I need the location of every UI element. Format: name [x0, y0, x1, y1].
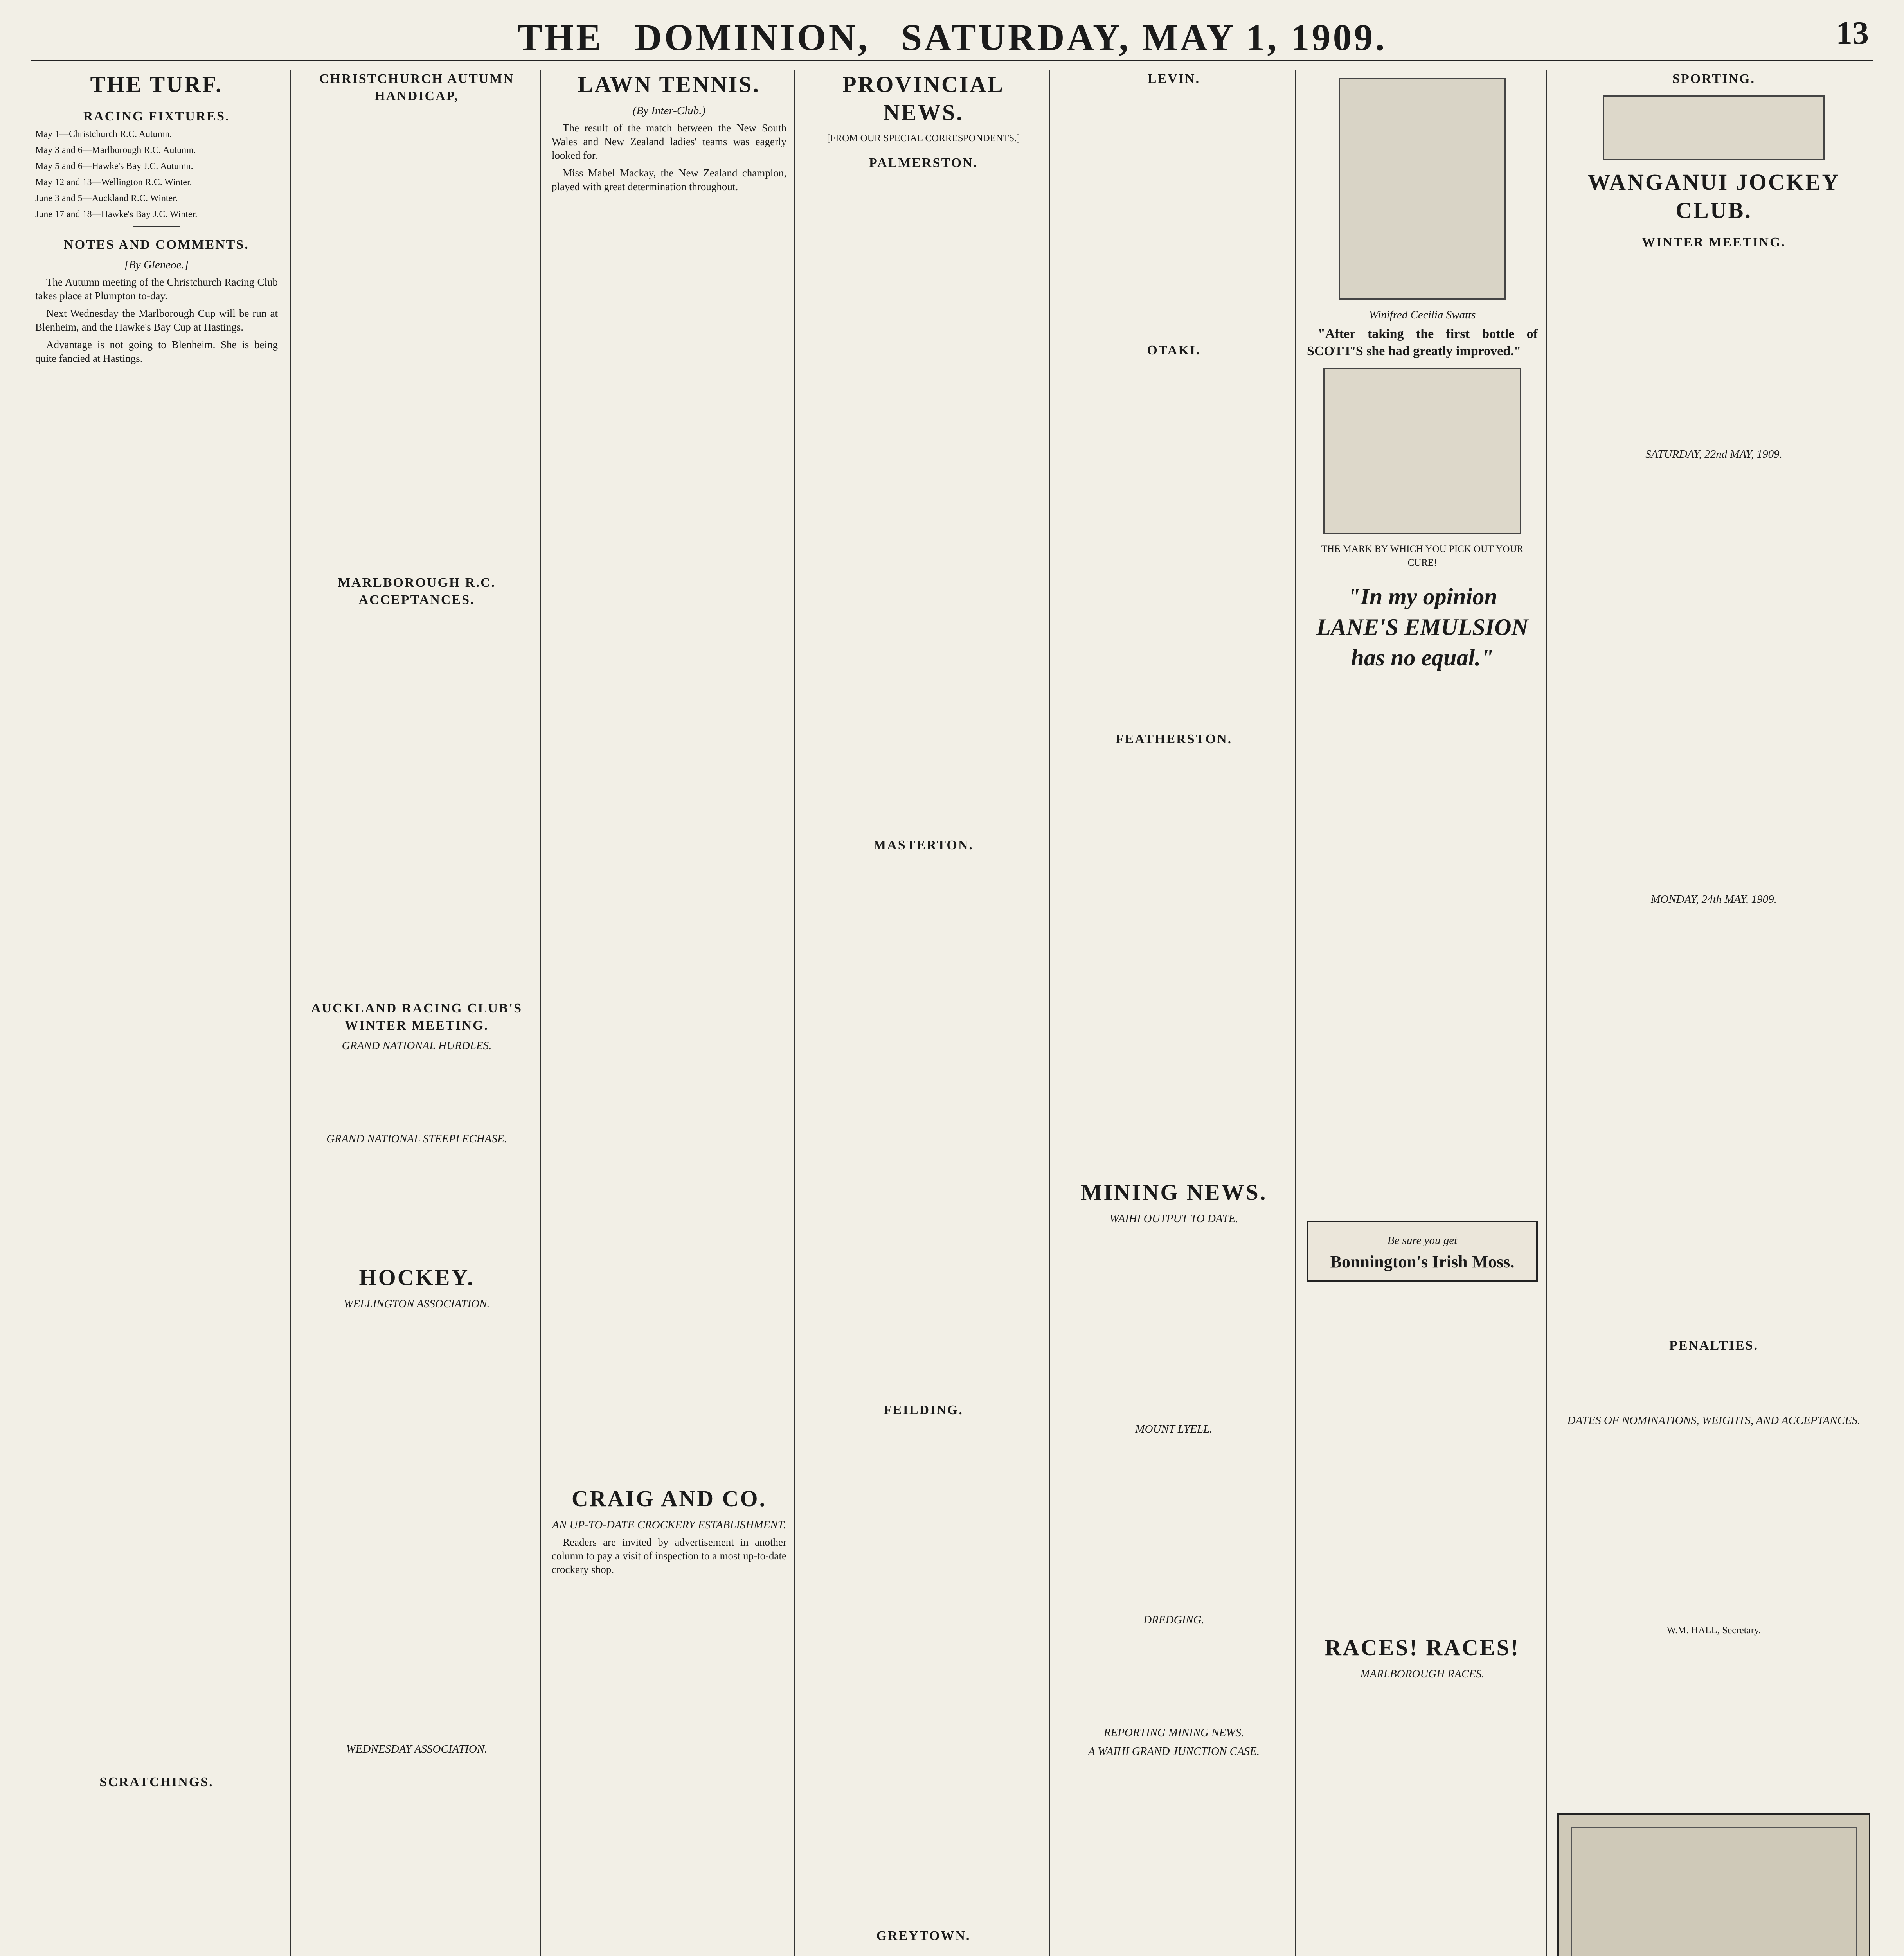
fixture-item: June 17 and 18—Hawke's Bay J.C. Winter. [35, 209, 198, 219]
wednesday-heading: WEDNESDAY ASSOCIATION. [346, 1743, 488, 1755]
sporting-column [1557, 70, 1870, 1956]
section-heading: AUCKLAND RACING CLUB'S WINTER MEETING. [311, 1001, 523, 1033]
figure-caption: THE MARK BY WHICH YOU PICK OUT YOUR CURE! [1321, 544, 1524, 568]
page-number: 13 [1836, 15, 1869, 51]
portrait-caption: Winifred Cecilia Swatts [1369, 309, 1476, 321]
tennis-paragraph: The result of the match between the New South Wales and New Zealand ladies' teams was eagerly looked for. [552, 122, 786, 161]
sporting-heading: SPORTING. [1672, 72, 1755, 86]
irish-moss-ad: Be sure you get Bonnington's Irish Moss. [1307, 1221, 1538, 1282]
town-heading: FEATHERSTON. [1115, 732, 1233, 746]
town-heading: OTAKI. [1147, 343, 1201, 358]
mining-subheading: REPORTING MINING NEWS. [1103, 1726, 1244, 1739]
town-heading: GREYTOWN. [876, 1929, 971, 1943]
column-rule [1049, 70, 1050, 1956]
tennis-paragraph: Miss Mabel Mackay, the New Zealand champion, played with great determination throughout. [552, 167, 786, 192]
race-day-heading: MONDAY, 24th MAY, 1909. [1651, 893, 1777, 906]
section-subheading: GRAND NATIONAL STEEPLECHASE. [326, 1133, 507, 1145]
column-rule [1295, 70, 1296, 1956]
acceptances-heading: DATES OF NOMINATIONS, WEIGHTS, AND ACCEPTANCES. [1567, 1414, 1861, 1427]
masthead [31, 12, 1873, 61]
notes-heading: NOTES AND COMMENTS. [64, 237, 249, 252]
acceptances-column [301, 70, 532, 1956]
fixture-item: May 12 and 13—Wellington R.C. Winter. [35, 177, 192, 187]
section-subheading: GRAND NATIONAL HURDLES. [342, 1039, 492, 1052]
race-day-heading: SATURDAY, 22nd MAY, 1909. [1645, 448, 1782, 460]
mining-heading: MINING NEWS. [1080, 1179, 1267, 1205]
fixtures-list [35, 128, 278, 221]
fixture-item: May 5 and 6—Hawke's Bay J.C. Autumn. [35, 161, 193, 171]
tennis-column [552, 70, 786, 1956]
secretary-signoff: W.M. HALL, Secretary. [1666, 1625, 1761, 1636]
column-rule [540, 70, 541, 1956]
town-heading: PALMERSTON. [869, 156, 978, 170]
insurance-building-engraving [1557, 1813, 1870, 1956]
town-heading: LEVIN. [1147, 72, 1200, 86]
winter-meeting-heading: WINTER MEETING. [1641, 235, 1786, 250]
fixture-item: May 3 and 6—Marlborough R.C. Autumn. [35, 145, 196, 155]
lanes-emulsion-ad: "In my opinion LANE'S EMULSION has no equal." [1316, 584, 1528, 671]
racing-fixtures-heading: RACING FIXTURES. [83, 109, 230, 124]
provincial-column [806, 70, 1041, 1956]
races-subheading: MARLBOROUGH RACES. [1360, 1668, 1485, 1680]
penalties-heading: PENALTIES. [1669, 1338, 1759, 1353]
column-rule [290, 70, 291, 1956]
hockey-subheading: WELLINGTON ASSOCIATION. [344, 1298, 490, 1310]
scratchings-heading: SCRATCHINGS. [99, 1775, 214, 1789]
hockey-heading: HOCKEY. [359, 1265, 475, 1290]
fixture-item: May 1—Christchurch R.C. Autumn. [35, 129, 172, 139]
column-rule [794, 70, 795, 1956]
newspaper-title: THE DOMINION, SATURDAY, MAY 1, 1909. [517, 16, 1387, 58]
notes-paragraph: Next Wednesday the Marlborough Cup will be run at Blenheim, and the Hawke's Bay Cup at Hastings. [35, 307, 278, 333]
mining-column [1060, 70, 1287, 1956]
tennis-byline: (By Inter-Club.) [632, 104, 706, 117]
races-heading: RACES! RACES! [1325, 1635, 1520, 1660]
tennis-heading: LAWN TENNIS. [578, 72, 760, 97]
club-heading: WANGANUI JOCKEY CLUB. [1587, 169, 1840, 223]
craig-subheading: AN UP-TO-DATE CROCKERY ESTABLISHMENT. [552, 1519, 786, 1531]
notes-byline: [By Gleneoe.] [124, 259, 189, 271]
column-rule [1546, 70, 1547, 1956]
racehorse-image [1603, 95, 1825, 160]
notes-paragraph: The Autumn meeting of the Christchurch Racing Club takes place at Plumpton to-day. [35, 276, 278, 302]
portrait-image [1339, 78, 1506, 300]
turf-heading: THE TURF. [90, 72, 223, 97]
craig-paragraph: Readers are invited by advertisement in another column to pay a visit of inspection to a most up-to-date crockery shop. [552, 1536, 786, 1575]
town-heading: MASTERTON. [873, 838, 974, 852]
notes-paragraph: Advantage is not going to Blenheim. She is being quite fancied at Hastings. [35, 339, 278, 364]
scott-advertisement: "After taking the first bottle of SCOTT'S she had greatly improved." [1307, 327, 1538, 358]
provincial-heading: PROVINCIAL NEWS. [842, 72, 1004, 125]
mining-subheading: DREDGING. [1143, 1614, 1204, 1626]
divider [133, 226, 180, 227]
turf-column [35, 70, 278, 1956]
trademark-figure [1323, 368, 1521, 534]
provincial-subheading: [FROM OUR SPECIAL CORRESPONDENTS.] [827, 133, 1020, 144]
advertisements-column [1307, 70, 1538, 1956]
mining-subheading: WAIHI OUTPUT TO DATE. [1109, 1212, 1238, 1225]
town-heading: FEILDING. [884, 1403, 963, 1417]
section-heading: CHRISTCHURCH AUTUMN HANDICAP, [319, 72, 515, 103]
mining-subheading: MOUNT LYELL. [1135, 1423, 1213, 1435]
section-heading: MARLBOROUGH R.C. ACCEPTANCES. [337, 575, 496, 607]
fixture-item: June 3 and 5—Auckland R.C. Winter. [35, 193, 178, 203]
craig-heading: CRAIG AND CO. [571, 1486, 767, 1511]
mining-subheading: A WAIHI GRAND JUNCTION CASE. [1088, 1745, 1260, 1758]
